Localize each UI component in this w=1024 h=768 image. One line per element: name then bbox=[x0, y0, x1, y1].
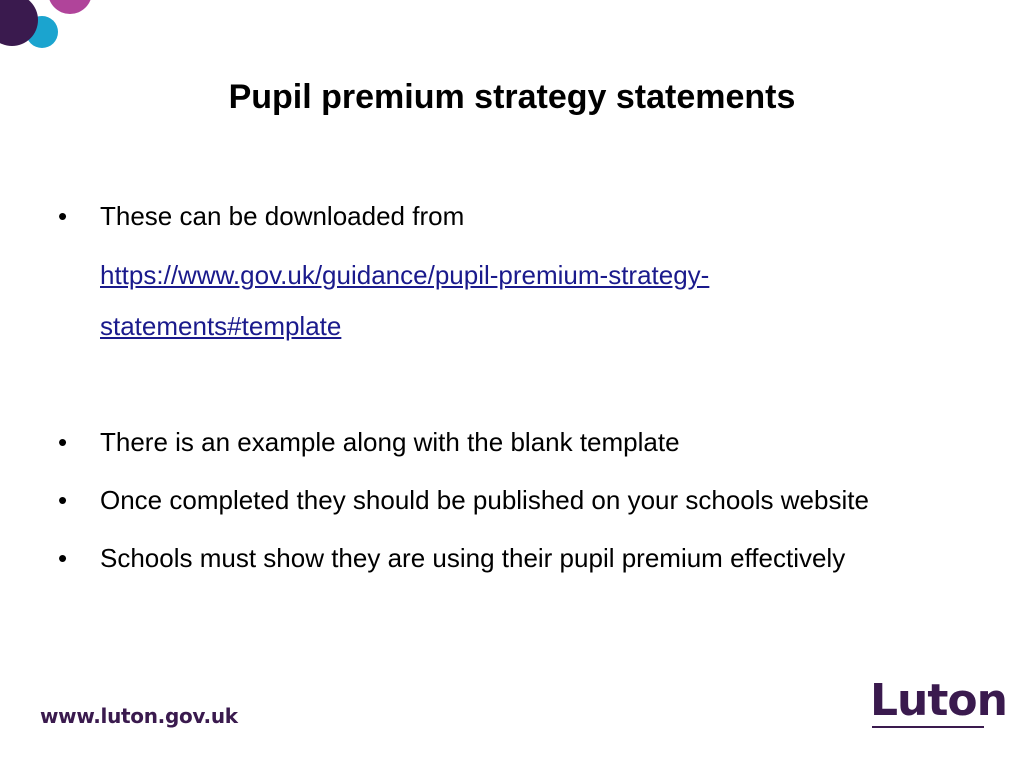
bullet-item-download bbox=[58, 199, 464, 233]
bullet-text: Once completed they should be published on your schools website bbox=[100, 485, 869, 515]
template-link-line-1[interactable]: https://www.gov.uk/guidance/pupil-premium-strategy- bbox=[100, 260, 710, 290]
page-title: Pupil premium strategy statements bbox=[228, 78, 796, 116]
bullet-item-publish bbox=[58, 483, 869, 517]
footer-url: www.luton.gov.uk bbox=[40, 704, 238, 728]
template-link-line-2[interactable]: statements#template bbox=[100, 311, 342, 341]
bullet-marker: • bbox=[58, 485, 68, 515]
bullet-marker: • bbox=[58, 427, 68, 457]
bullet-item-effective bbox=[58, 541, 845, 575]
luton-logo-underline bbox=[872, 726, 984, 728]
logo-circle-magenta bbox=[48, 0, 92, 14]
luton-circles-logo-icon bbox=[0, 0, 100, 60]
bullet-text: Schools must show they are using their pupil premium effectively bbox=[100, 543, 846, 573]
bullet-item-example bbox=[58, 425, 680, 459]
bullet-text: These can be downloaded from bbox=[100, 201, 465, 231]
bullet-marker: • bbox=[58, 201, 68, 231]
bullet-marker: • bbox=[58, 543, 68, 573]
bullet-text: There is an example along with the blank template bbox=[100, 427, 680, 457]
luton-logo-text: Luton bbox=[870, 675, 1007, 726]
